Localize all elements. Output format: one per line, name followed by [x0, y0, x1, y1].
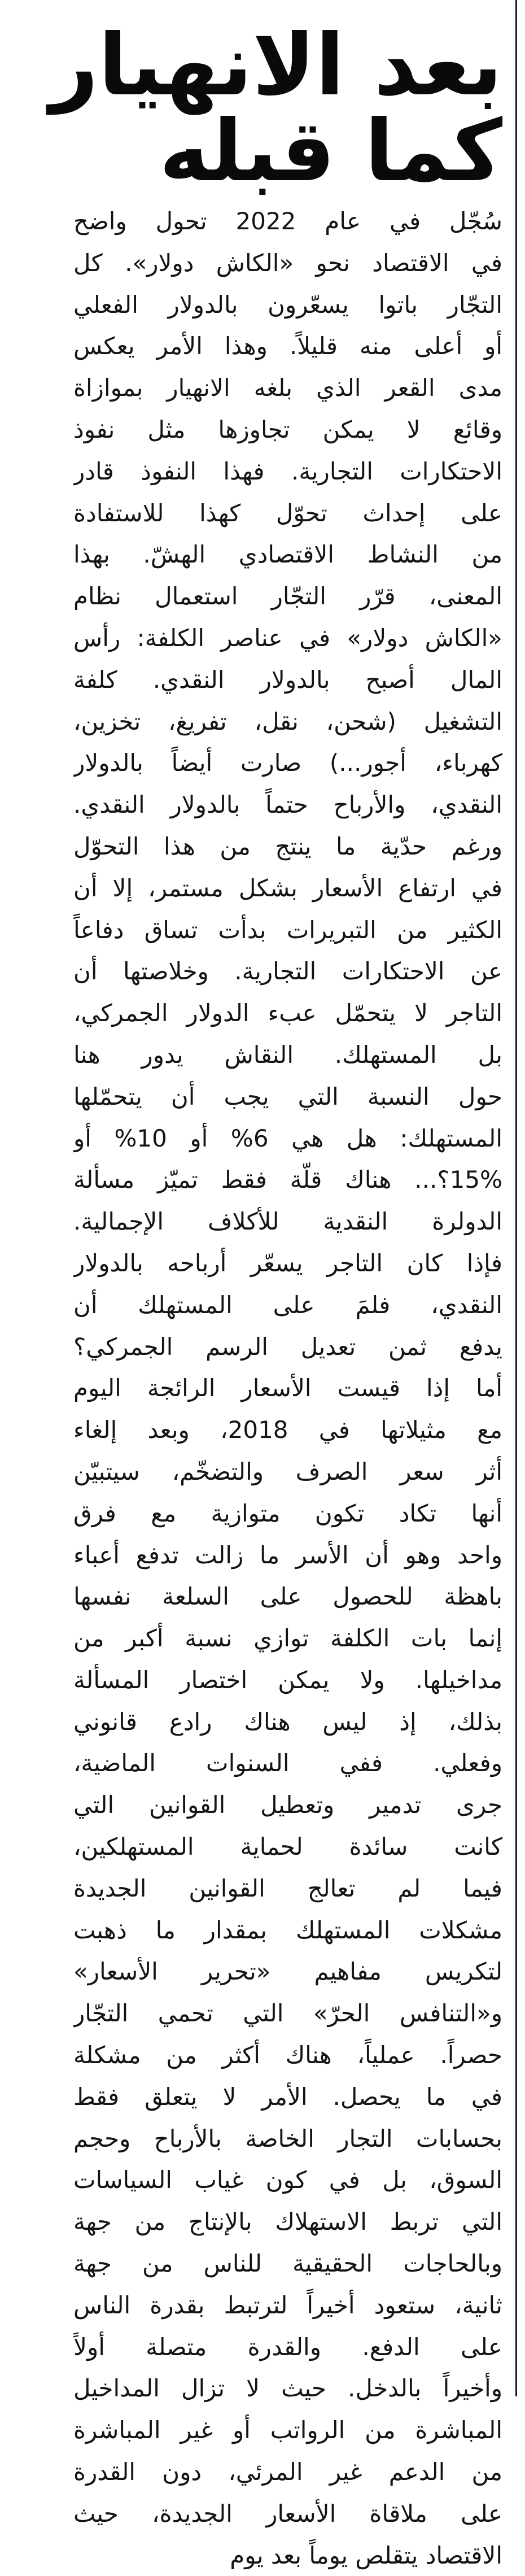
- body-line: السوق، بل في كون غياب السياسات: [73, 2166, 502, 2194]
- body-line: المستهلك: هل هي 6% أو 10% أو: [73, 1124, 502, 1152]
- body-line: الدولرة النقدية للأكلاف الإجمالية.: [73, 1208, 502, 1236]
- body-line: أو أعلى منه قليلاً. وهذا الأمر يعكس: [73, 332, 502, 360]
- body-line: بذلك، إذ ليس هناك رادع قانوني: [73, 1707, 502, 1736]
- body-line: على ملاقاة الأسعار الجديدة، حيث: [73, 2499, 502, 2527]
- body-line: الكثير من التبريرات بدأت تساق دفاعاً: [73, 916, 502, 944]
- body-line: في الاقتصاد نحو «الكاش دولار». كل: [73, 249, 502, 277]
- body-line: في ارتفاع الأسعار بشكل مستمر، إلا أن: [73, 874, 502, 902]
- body-line: على الدفع. والقدرة متصلة أولاً: [73, 2333, 502, 2361]
- body-line: الاقتصاد يتقلص يوماً بعد يوم: [230, 2541, 502, 2569]
- body-line: مداخيلها. ولا يمكن اختصار المسألة: [73, 1666, 502, 1694]
- body-line: بحسابات التجار الخاصة بالأرباح وحجم: [73, 2124, 502, 2152]
- body-line: واحد وهو أن الأسر ما زالت تدفع أعباء: [73, 1541, 502, 1569]
- body-line: مع مثيلاتها في 2018، وبعد إلغاء: [73, 1416, 502, 1444]
- body-line: التاجر لا يتحمّل عبء الدولار الجمركي،: [73, 999, 502, 1027]
- body-line: التشغيل (شحن، نقل، تفريغ، تخزين،: [73, 707, 502, 735]
- body-line: كهرباء، أجور...) صارت أيضاً بالدولار: [73, 749, 502, 777]
- body-line: إنما بات الكلفة توازي نسبة أكبر من: [73, 1624, 502, 1653]
- body-line: 15%؟... هناك قلّة فقط تميّز مسألة: [73, 1166, 502, 1194]
- headline-line: كما قبله: [159, 102, 502, 200]
- body-line: وقائع لا يمكن تجاوزها مثل نفوذ: [73, 415, 502, 443]
- body-line: مدى القعر الذي بلغه الانهيار بموازاة: [73, 374, 502, 402]
- body-line: من النشاط الاقتصادي الهشّ. بهذا: [73, 541, 502, 569]
- body-line: وفعلي. ففي السنوات الماضية،: [73, 1749, 502, 1777]
- body-line: باهظة للحصول على السلعة نفسها: [73, 1583, 502, 1611]
- body-line: ثانية، ستعود أخيراً لترتبط بقدرة الناس: [73, 2291, 502, 2319]
- body-line: من الدعم غير المرئي، دون القدرة: [73, 2458, 502, 2486]
- body-line: «الكاش دولار» في عناصر الكلفة: رأس: [73, 624, 502, 652]
- body-line: جرى تدمير وتعطيل القوانين التي: [73, 1791, 502, 1819]
- body-line: المال أصبح بالدولار النقدي. كلفة: [73, 665, 502, 694]
- body-line: أثر سعر الصرف والتضخّم، سيتبيّن: [73, 1457, 502, 1485]
- body-line: ورغم حدّية ما ينتج من هذا التحوّل: [73, 832, 502, 860]
- body-line: وبالحاجات الحقيقية للناس من جهة: [73, 2250, 502, 2278]
- body-line: عن الاحتكارات التجارية. وخلاصتها أن: [73, 957, 502, 986]
- body-line: بل المستهلك. النقاش يدور هنا: [73, 1040, 502, 1069]
- body-line: مشكلات المستهلك بمقدار ما ذهبت: [73, 1916, 502, 1944]
- body-line: فيما لم تعالج القوانين الجديدة: [73, 1874, 502, 1902]
- body-line: حول النسبة التي يجب أن يتحمّلها: [73, 1082, 502, 1110]
- body-line: وأخيراً بالدخل. حيث لا تزال المداخيل: [73, 2374, 502, 2403]
- body-line: المعنى، قرّر التجّار استعمال نظام: [73, 582, 502, 611]
- body-line: المباشرة من الرواتب أو غير المباشرة: [73, 2416, 502, 2444]
- body-line: حصراً. عملياً، هناك أكثر من مشكلة: [73, 2041, 502, 2069]
- body-line: التي تربط الاستهلاك بالإنتاج من جهة: [73, 2208, 502, 2236]
- body-line: و«التنافس الحرّ» التي تحمي التجّار: [73, 1999, 502, 2028]
- column-divider: [515, 0, 517, 2396]
- body-line: النقدي، والأرباح حتماً بالدولار النقدي.: [73, 791, 502, 819]
- article-body: [73, 200, 502, 2576]
- headline: [49, 16, 502, 200]
- body-line: أما إذا قيست الأسعار الرائجة اليوم: [73, 1374, 502, 1402]
- body-line: لتكريس مفاهيم «تحرير الأسعار»: [73, 1958, 502, 1986]
- body-line: على إحداث تحوّل كهذا للاستفادة: [73, 499, 502, 527]
- body-line: النقدي، فلمَ على المستهلك أن: [73, 1291, 502, 1319]
- body-line: سُجّل في عام 2022 تحول واضح: [73, 207, 502, 235]
- body-line: التجّار باتوا يسعّرون بالدولار الفعلي: [73, 290, 502, 319]
- headline-line: بعد الانهيار: [49, 16, 502, 115]
- body-line: أنها تكاد تكون متوازية مع فرق: [73, 1499, 502, 1527]
- body-line: كانت سائدة لحماية المستهلكين،: [73, 1833, 502, 1861]
- body-line: يدفع ثمن تعديل الرسم الجمركي؟: [73, 1332, 502, 1361]
- body-line: فإذا كان التاجر يسعّر أرباحه بالدولار: [73, 1249, 502, 1277]
- body-line: في ما يحصل. الأمر لا يتعلق فقط: [73, 2082, 502, 2111]
- body-line: الاحتكارات التجارية. فهذا النفوذ قادر: [73, 457, 502, 485]
